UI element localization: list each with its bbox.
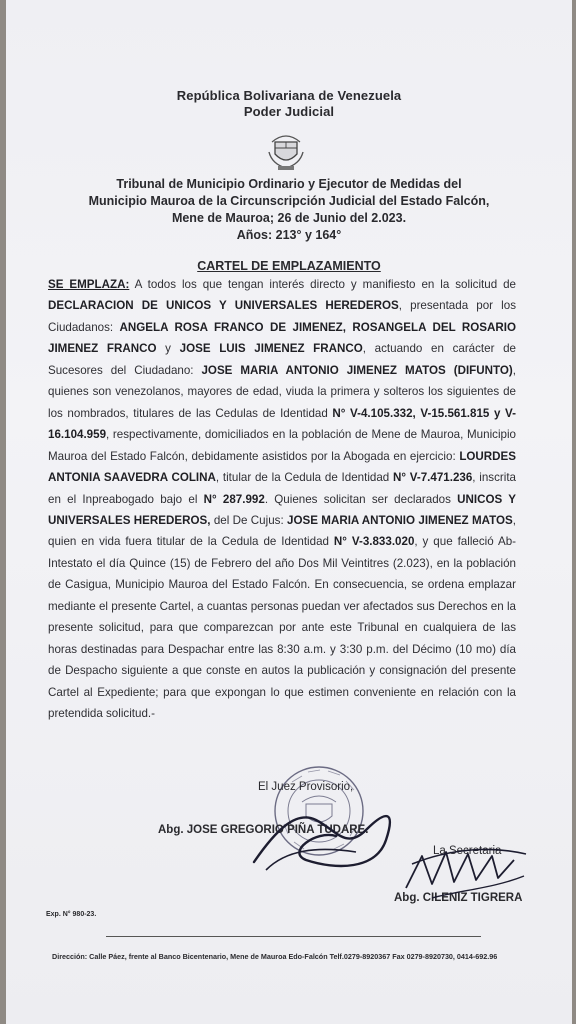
body-text: . Quienes solicitan ser declarados <box>264 492 458 506</box>
body-text: , quien en vida fuera titular de la Cedula de Identidad <box>48 513 516 549</box>
body-bold-petitioner: JOSE LUIS JIMENEZ FRANCO <box>179 342 363 356</box>
body-bold-lawyer-id: N° V-7.471.236 <box>393 471 473 485</box>
body-bold-id-numbers: N° V-4.105.332, V-15.561.815 y V-16.104.959 <box>48 406 517 442</box>
body-text: , quienes son venezolanos, mayores de edad, viuda la primera y solteros los siguientes de los nombrados, titulares de las Cedulas de Identidad <box>48 363 516 420</box>
body-bold-deceased: JOSE MARIA ANTONIO JIMENEZ MATOS (DIFUNTO) <box>201 363 513 377</box>
secretary-role: La Secretaria <box>433 845 502 857</box>
body-text: , respectivamente, domiciliados en la población de Mene de Mauroa, Municipio Mauroa del Estado Falcón, debidamente asistidos por la Abogada en ejercicio: <box>48 428 516 463</box>
body-bold-inpreabogado: N° 287.992 <box>203 492 265 506</box>
body-text: A todos los que tengan interés directo y manifiesto en la solicitud de <box>129 278 516 291</box>
body-text: , presentada por los Ciudadanos: <box>48 299 516 334</box>
emplaza-label: SE EMPLAZA: <box>48 278 130 291</box>
body-bold-heirs: UNICOS Y UNIVERSALES HEREDEROS, <box>48 492 517 527</box>
body-text: , titular de la Cedula de Identidad <box>215 471 393 485</box>
body-bold-petition: DECLARACION DE UNICOS Y UNIVERSALES HEREDEROS <box>48 299 399 313</box>
footer-divider <box>106 936 481 937</box>
tribunal-date: Mene de Mauroa; 26 de Junio del 2.023. <box>171 211 407 225</box>
body-bold-petitioners: ANGELA ROSA FRANCO DE JIMENEZ, ROSANGELA DEL ROSARIO JIMENEZ FRANCO <box>48 320 516 356</box>
venezuela-coat-of-arms-icon <box>264 128 308 172</box>
secretary-name: Abg. CILENIZ TIGRERA <box>394 892 523 904</box>
tribunal-years: Años: 213° y 164° <box>236 228 342 242</box>
body-bold-de-cujus: JOSE MARIA ANTONIO JIMENEZ MATOS <box>287 513 513 527</box>
judge-signature <box>246 790 406 880</box>
body-text: y <box>156 342 180 356</box>
body-text: , actuando en carácter de Sucesores del Ciudadano: <box>48 342 517 377</box>
cartel-body <box>48 274 516 725</box>
tribunal-line-1: Tribunal de Municipio Ordinario y Ejecutor de Medidas del <box>116 177 462 191</box>
tribunal-line-2: Municipio Mauroa de la Circunscripción Judicial del Estado Falcón, <box>88 194 490 208</box>
header-country: República Bolivariana de Venezuela <box>176 88 402 103</box>
judge-name: Abg. JOSE GREGORIO PIÑA TUDARE. <box>158 824 369 836</box>
body-text: , inscrita en el Inpreabogado bajo el <box>48 471 516 506</box>
body-bold-lawyer: LOURDES ANTONIA SAAVEDRA COLINA <box>48 449 516 485</box>
secretary-signature <box>402 838 532 906</box>
body-text: , y que falleció Ab-Intestato el día Quince (15) de Febrero del año Dos Mil Veintitres (2.023), en la población de Casigua, Municipio Mauroa del Estado Falcón. En consecuencia, se ordena emplazar mediante el presente Cartel, a cuantas personas puedan ver afectados sus Derechos en la presente solicitud, para que comparezcan por ante este Tribunal en cualquiera de las horas destinadas para Despachar entre las 8:30 a.m. y 3:30 p.m. del Décimo (10 mo) día de Despacho siguiente a que conste en autos la publicación y consignación del presente Cartel al Expediente; para que expongan lo que estimen conveniente en relación con la pretendida solicitud.- <box>48 535 516 721</box>
footer-address: Dirección: Calle Páez, frente al Banco Bicentenario, Mene de Mauroa Edo-Falcón Telf.0279-8920367 Fax 0279-8920730, 0414-692.96 <box>52 952 498 961</box>
expediente-number: Exp. N° 980-23. <box>46 911 97 918</box>
document-page <box>6 0 572 1024</box>
body-text: del De Cujus: <box>210 513 288 527</box>
header-branch: Poder Judicial <box>243 104 335 119</box>
cartel-title: CARTEL DE EMPLAZAMIENTO <box>197 259 381 273</box>
judge-role: El Juez Provisorio, <box>258 781 354 793</box>
body-bold-de-cujus-id: N° V-3.833.020 <box>333 535 415 549</box>
